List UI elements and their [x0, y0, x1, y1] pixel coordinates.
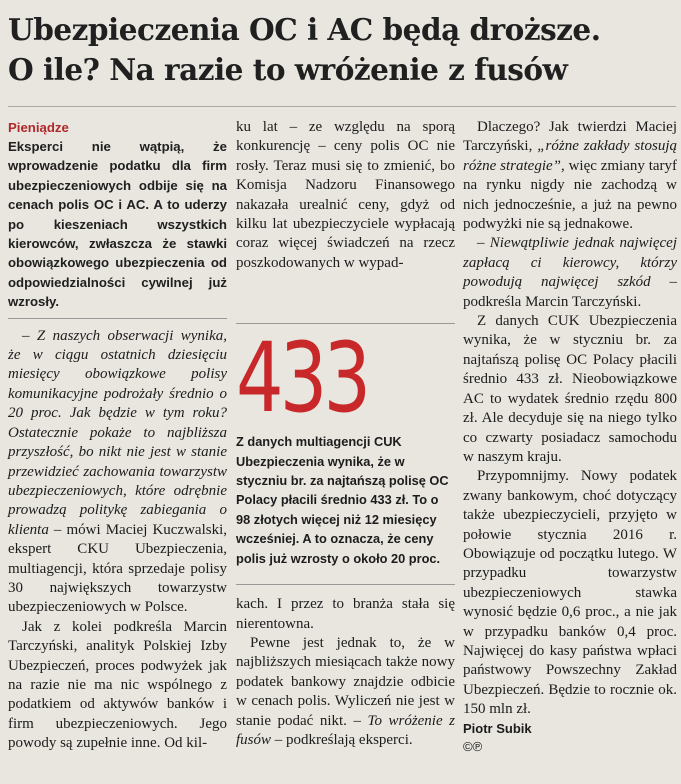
- col2-p3-quote: To wróżenie z fusów: [236, 712, 455, 748]
- col2-paragraph-2: kach. I przez to branża stała się nierentowna.: [236, 596, 455, 632]
- lead-paragraph: Eksperci nie wątpią, że wprowadzenie podatku dla firm ubezpieczeniowych odbije się na cenach polis OC i AC. A to uderzy po kieszeniach wszystkich kierowców, zwłaszcza że stawki obowiązkowego ubezpieczenia od odpowiedzialności cywilnej już wzrosły.: [8, 139, 227, 310]
- col1-paragraph-1: [8, 327, 227, 618]
- col3-paragraph-3: Z danych CUK Ubezpieczenia wynika, że w styczniu br. za najtańszą polisę OC Polacy płacili średnio 433 zł. Nieobowiązkowe AC to wydatek średnio rzędu 800 zł. Ale decyduje się na niego tylko co czwarty posiadacz samochodu w naszym kraju.: [463, 313, 677, 465]
- headline-line-2: O ile? Na razie to wróżenie z fusów: [8, 52, 568, 87]
- col3-p1-quote: „różne zakłady stosują różne strategie”: [463, 138, 677, 174]
- headline-rule: [8, 106, 676, 107]
- col1-quote: – Z naszych obserwacji wynika, że w ciągu ostatnich dziesięciu miesięcy obowiązkowe polisy komunikacyjne podrożały średnio o 20 proc. Jak będzie w tym roku? Ostatecznie pokaże to najbliższa przyszłość, bo nikt nie jest w stanie przewidzieć zachowania towarzystw ubezpieczeniowych, które odrębnie prowadzą politykę zabiegania o klienta: [8, 327, 227, 538]
- column-2: [236, 118, 455, 750]
- col1-attribution: – mówi Maciej Kuczwalski, ekspert CKU Ubezpieczenia, multiagencji, która sprzedaje polisy 30 największych towarzystw ubezpieczeniowych w Polsce.: [8, 521, 227, 616]
- col2-paragraph-1: ku lat – ze względu na sporą konkurencję – ceny polis OC nie rosły. Teraz musi się to zmienić, bo Komisja Nadzoru Finansowego nakazała urealnić ceny, gdyż od kilku lat ubezpieczyciele wypłacają coraz więcej świadczeń na rzecz poszkodowanych w wypad-: [236, 119, 455, 271]
- factbox-number: 433: [236, 322, 368, 435]
- divider: [8, 318, 227, 319]
- column-3: [463, 118, 677, 755]
- column-1: [8, 118, 227, 754]
- col3-paragraph-2: [463, 234, 677, 312]
- col3-p2-quote: – Niewątpliwie jednak najwięcej zapłacą ci kierowcy, którzy powodują najwięcej szkód: [463, 235, 677, 291]
- headline: [8, 10, 676, 90]
- factbox-text: Z danych multiagencji CUK Ubezpieczenia wynika, że w styczniu br. za najtańszą polisę OC Polacy płacili średnio 433 zł. To o 98 złotych więcej niż 12 miesięcy wcześniej. A to oznacza, że ceny polis już wzrosty o około 20 proc.: [236, 434, 449, 566]
- section-label: Pieniądze: [8, 120, 69, 135]
- col2-paragraph-3: [236, 634, 455, 750]
- author-byline: Piotr Subik: [463, 720, 532, 736]
- col3-p1-end: , więc zmiany taryf na rynku nigdy nie zachodzą w nich jednocześnie, a już na pewno podwyżki nie są jednakowe.: [463, 157, 678, 233]
- col3-p2-attribution: – podkreśla Marcin Tarczyński.: [463, 274, 677, 310]
- col2-p3-end: – podkreślają eksperci.: [271, 731, 413, 748]
- factbox-rule-bottom: [236, 584, 455, 585]
- col3-p1-text: Dlaczego? Jak twierdzi Maciej Tarczyński,: [463, 119, 677, 155]
- headline-line-1: Ubezpieczenia OC i AC będą droższe.: [8, 12, 601, 47]
- copyright-mark: ©℗: [463, 738, 483, 754]
- col2-p3-text: Pewne jest jednak to, że w najbliższych miesiącach także nowy podatek bankowy znajdzie odbicie w cenach polis. Wyliczeń nie jest w stanie podać nikt. –: [236, 634, 455, 729]
- col1-paragraph-2: Jak z kolei podkreśla Marcin Tarczyński, analityk Polskiej Izby Ubezpieczeń, proces podwyżek jak na razie nie ma nic wspólnego z podatkiem od aktywów banków i firm ubezpieczeniowych. Jego powody są zupełnie inne. Od kil-: [8, 618, 227, 752]
- col3-paragraph-1: [463, 118, 677, 234]
- col3-paragraph-4: Przypomnijmy. Nowy podatek zwany bankowym, choć dotyczący także ubezpieczycieli, przyjęto w połowie stycznia 2016 r. Obowiązuje od początku lutego. W przypadku towarzystw ubezpieczeniowych stawka wynosić będzie 0,6 proc., a nie jak w przypadku banków 0,4 proc. Najwięcej do kasy państwa wpłaci państwowy Powszechny Zakład Ubezpieczeń. Będzie to rocznie ok. 150 mln zł.: [463, 468, 677, 718]
